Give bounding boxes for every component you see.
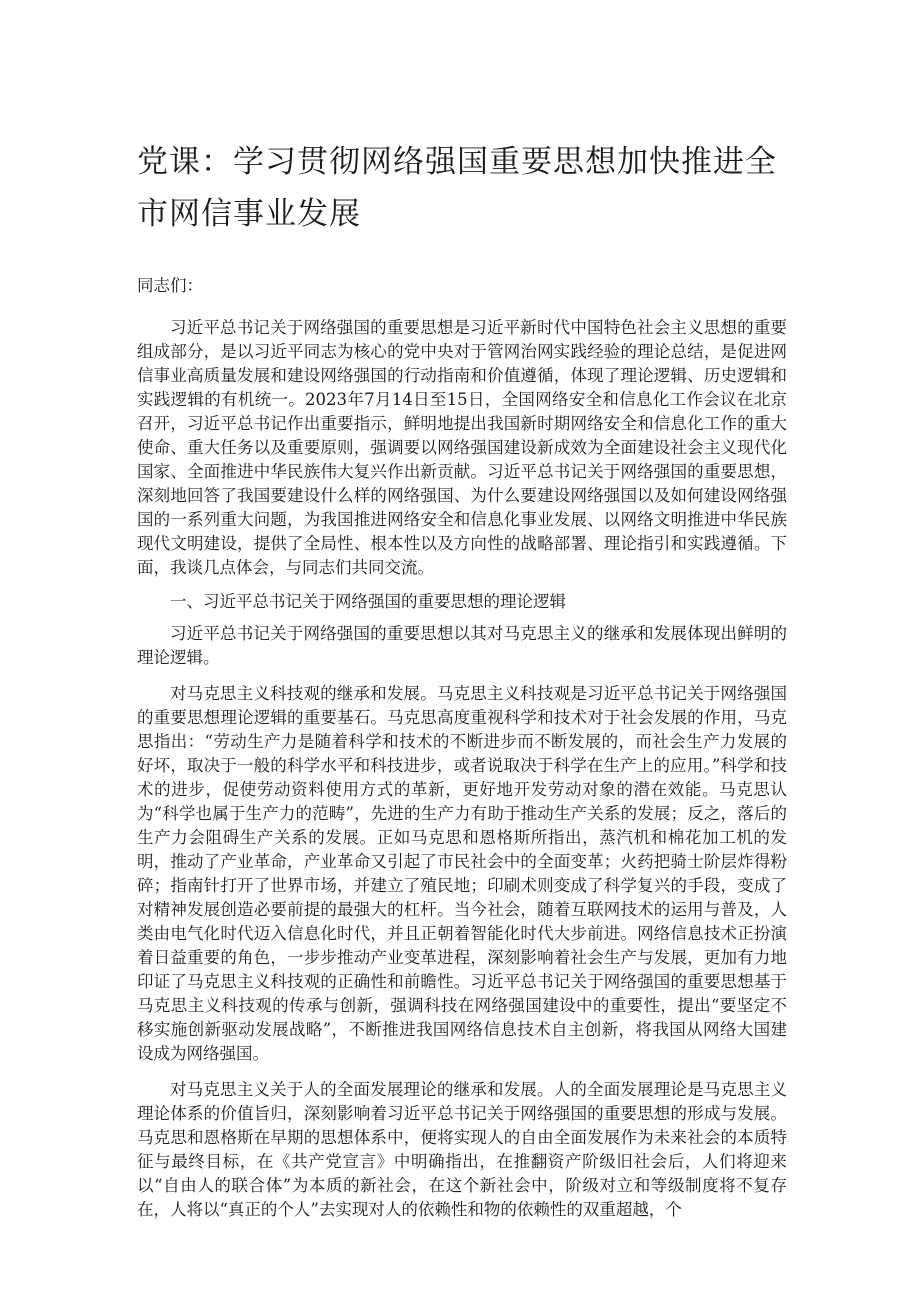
- document-title: 党课：学习贯彻网络强国重要思想加快推进全市网信事业发展: [137, 144, 777, 232]
- section-intro-paragraph: 习近平总书记关于网络强国的重要思想以其对马克思主义的继承和发展体现出鲜明的理论逻辑。: [137, 624, 787, 667]
- science-view-paragraph: 对马克思主义科技观的继承和发展。马克思主义科技观是习近平总书记关于网络强国的重要思想理论逻辑的重要基石。马克思高度重视科学和技术对于社会发展的作用，马克思指出：“劳动生产力是随着科学和技术的不断进步而不断发展的，而社会生产力发展的好坏，取决于一般的科学水平和科技进步，或者说取决于科学在生产上的应用。”科学和技术的进步，促使劳动资料使用方式的革新，更好地开发劳动对象的潜在效能。马克思认为“科学也属于生产力的范畴”，先进的生产力有助于推动生产关系的发展；反之，落后的生产力会阻碍生产关系的发展。正如马克思和恩格斯所指出，蒸汽机和棉花加工机的发明，推动了产业革命，产业革命又引起了市民社会中的全面变革；火药把骑士阶层炸得粉碎；指南针打开了世界市场，并建立了殖民地；印刷术则变成了科学复兴的手段，变成了对精神发展创造必要前提的最强大的杠杆。当今社会，随着互联网技术的运用与普及，人类由电气化时代迈入信息化时代，并且正朝着智能化时代大步前进。网络信息技术正扮演着日益重要的角色，一步步推动产业变革进程，深刻影响着社会生产与发展，更加有力地印证了马克思主义科技观的正确性和前瞻性。习近平总书记关于网络强国的重要思想基于马克思主义科技观的传承与创新，强调科技在网络强国建设中的重要性，提出“要坚定不移实施创新驱动发展战略”，不断推进我国网络信息技术自主创新，将我国从网络大国建设成为网络强国。: [137, 684, 787, 1063]
- document-body: [137, 136, 787, 1222]
- human-development-paragraph: 对马克思主义关于人的全面发展理论的继承和发展。人的全面发展理论是马克思主义理论体系的价值旨归，深刻影响着习近平总书记关于网络强国的重要思想的形成与发展。马克思和恩格斯在早期的思想体系中，便将实现人的自由全面发展作为未来社会的本质特征与最终目标，在《共产党宣言》中明确指出，在推翻资产阶级旧社会后，人们将迎来以“自由人的联合体”为本质的新社会，在这个新社会中，阶级对立和等级制度将不复存在，人将以“真正的个人”去实现对人的依赖性和物的依赖性的双重超越，个: [137, 1080, 787, 1219]
- intro-paragraph: 习近平总书记关于网络强国的重要思想是习近平新时代中国特色社会主义思想的重要组成部分，是以习近平同志为核心的党中央对于管网治网实践经验的理论总结，是促进网信事业高质量发展和建设网络强国的行动指南和价值遵循，体现了理论逻辑、历史逻辑和实践逻辑的有机统一。2023年7月14日至15日，全国网络安全和信息化工作会议在北京召开，习近平总书记作出重要指示，鲜明地提出我国新时期网络安全和信息化工作的重大使命、重大任务以及重要原则，强调要以网络强国建设新成效为全面建设社会主义现代化国家、全面推进中华民族伟大复兴作出新贡献。习近平总书记关于网络强国的重要思想，深刻地回答了我国要建设什么样的网络强国、为什么要建设网络强国以及如何建设网络强国的一系列重大问题，为我国推进网络安全和信息化事业发展、以网络文明推进中华民族现代文明建设，提供了全局性、根本性以及方向性的战略部署、理论指引和实践遵循。下面，我谈几点体会，与同志们共同交流。: [137, 318, 787, 577]
- salutation: 同志们：: [137, 276, 203, 295]
- section-heading: 一、习近平总书记关于网络强国的重要思想的理论逻辑: [170, 592, 566, 611]
